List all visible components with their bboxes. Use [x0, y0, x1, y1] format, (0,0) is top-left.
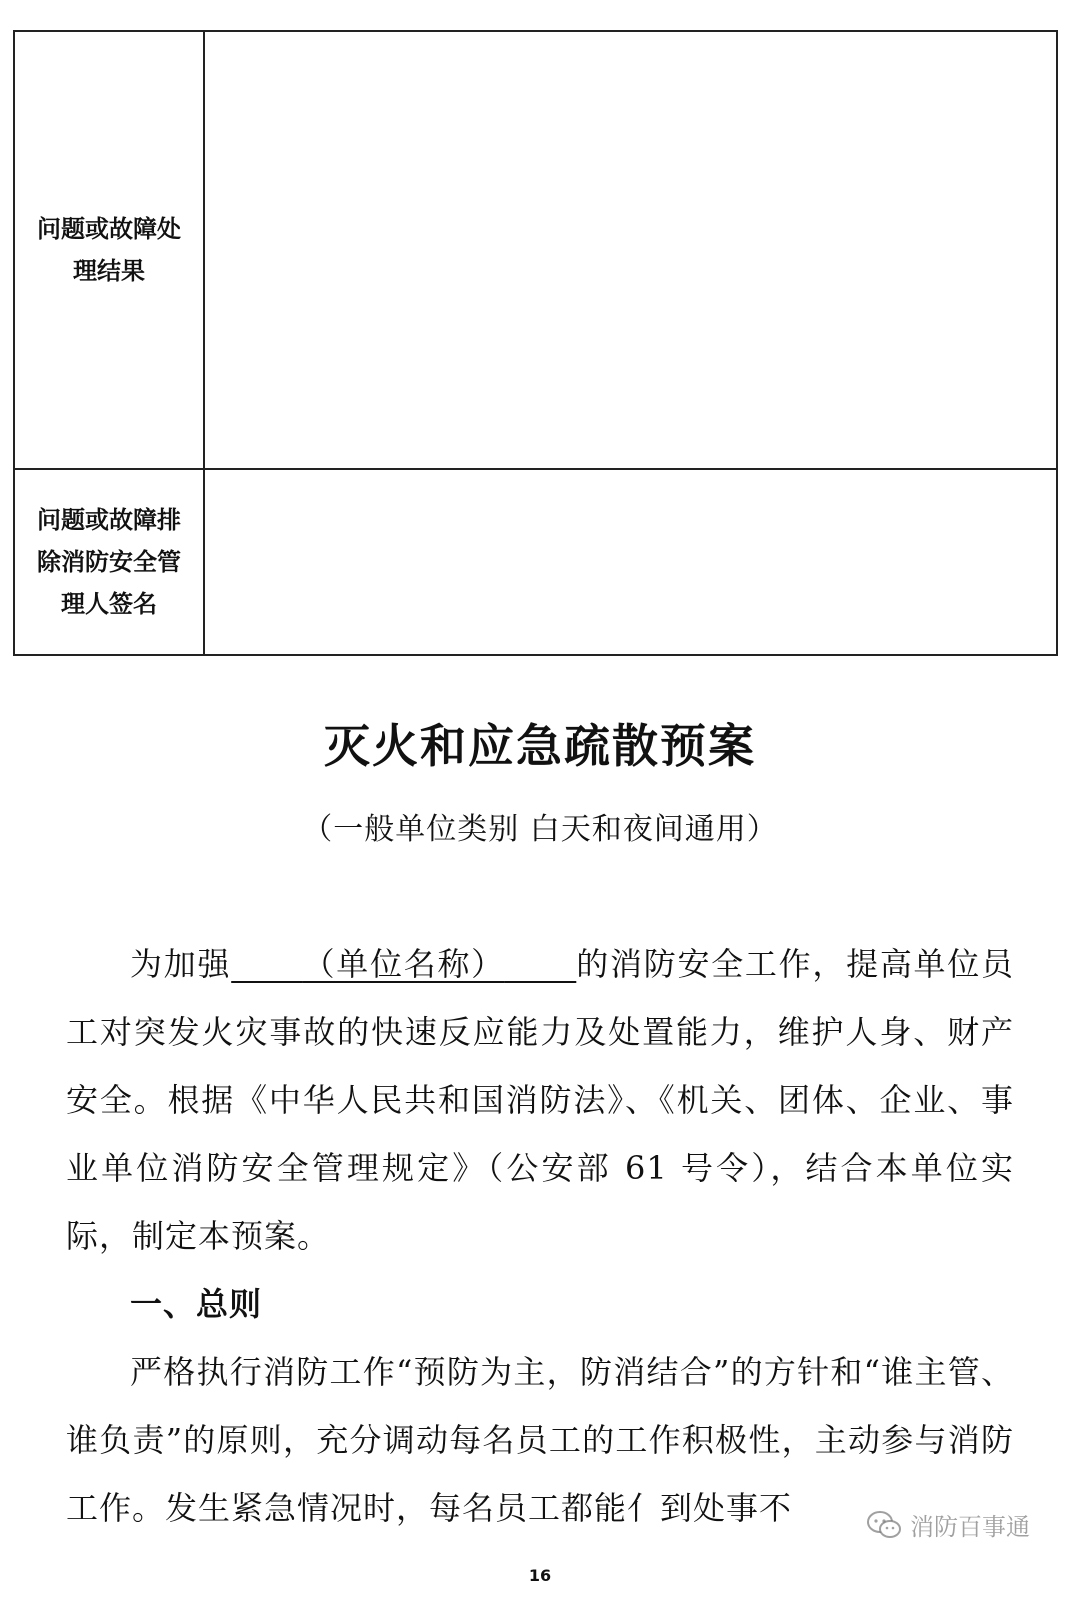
- record-form-table: [13, 30, 1058, 656]
- document-title: 灭火和应急疏散预案: [324, 719, 756, 773]
- unit-name-blank: [231, 945, 576, 983]
- document-body: [66, 930, 1014, 1542]
- table-row: [14, 31, 1057, 469]
- wechat-icon: [866, 1510, 902, 1540]
- row-value-cell: [204, 469, 1057, 655]
- section-heading: 一、总则: [130, 1285, 263, 1323]
- row-label: 问题或故障处理结果: [37, 215, 181, 285]
- table-row: [14, 469, 1057, 655]
- row-label-cell: [14, 31, 204, 469]
- unit-name-placeholder: （单位名称）: [302, 945, 505, 983]
- watermark-text: 消防百事通: [910, 1513, 1030, 1541]
- row-label: 问题或故障排除消防安全管理人签名: [37, 506, 181, 618]
- row-value-cell: [204, 31, 1057, 469]
- row-label-cell: [14, 469, 204, 655]
- watermark: [866, 1507, 1030, 1542]
- intro-prefix: 为加强: [130, 945, 232, 983]
- intro-rest: 的消防安全工作，提高单位员工对突发火灾事故的快速反应能力及处置能力，维护人身、财产安全。根据《中华人民共和国消防法》、《机关、团体、企业、事业单位消防安全管理规定》（公安部 61 号令），结合本单位实际，制定本预案。: [66, 945, 1014, 1255]
- page-number: 16: [528, 1566, 552, 1585]
- intro-paragraph: [66, 930, 1014, 1270]
- document-subtitle: （一般单位类别 白天和夜间通用）: [302, 812, 778, 847]
- section-paragraph: 严格执行消防工作“预防为主，防消结合”的方针和“谁主管、谁负责”的原则，充分调动每名员工的工作积极性，主动参与消防工作。发生紧急情况时，每名员工都能亻到处事不: [66, 1353, 1014, 1527]
